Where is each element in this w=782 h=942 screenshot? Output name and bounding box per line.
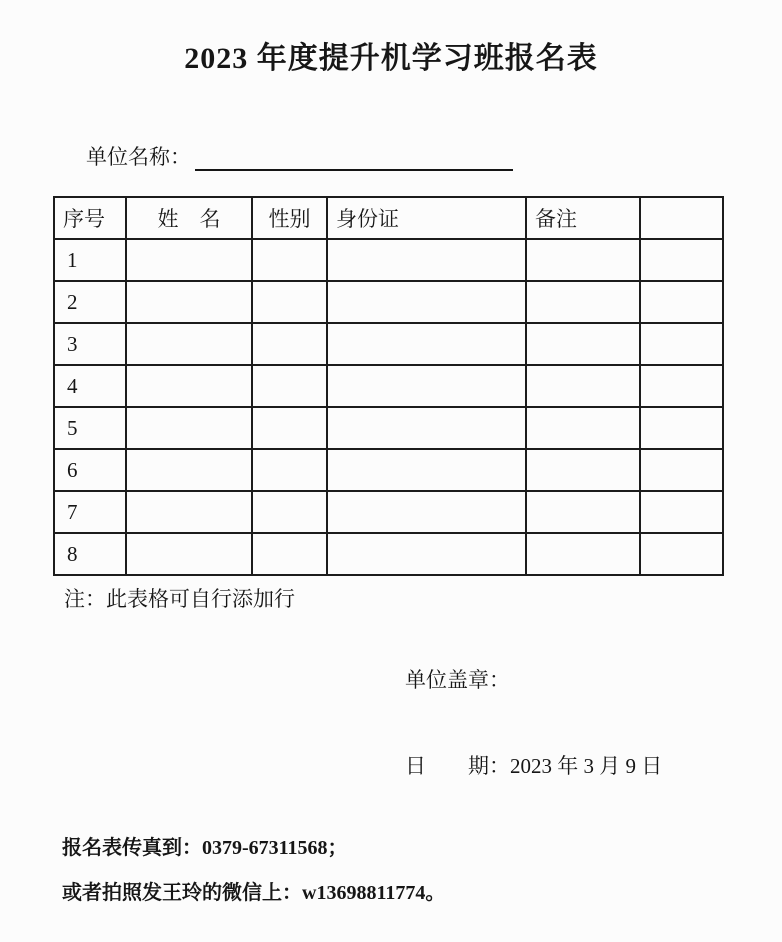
row-number-cell: 6 xyxy=(54,449,126,491)
empty-cell xyxy=(526,365,640,407)
empty-cell xyxy=(126,365,252,407)
col-header-index: 序号 xyxy=(54,197,126,239)
unit-stamp-label: 单位盖章： xyxy=(405,668,510,692)
empty-cell xyxy=(526,533,640,575)
empty-cell xyxy=(640,323,723,365)
table-note: 注：此表格可自行添加行 xyxy=(64,587,295,611)
empty-cell xyxy=(526,323,640,365)
empty-cell xyxy=(252,365,327,407)
empty-cell xyxy=(640,533,723,575)
empty-cell xyxy=(526,491,640,533)
row-number-cell: 1 xyxy=(54,239,126,281)
empty-cell xyxy=(126,491,252,533)
row-number-cell: 5 xyxy=(54,407,126,449)
empty-cell xyxy=(327,407,526,449)
row-number-cell: 4 xyxy=(54,365,126,407)
table-row xyxy=(54,239,723,281)
table-row xyxy=(54,323,723,365)
table-header-row xyxy=(54,197,723,239)
col-header-id-card: 身份证 xyxy=(327,197,526,239)
table-row xyxy=(54,407,723,449)
row-number-cell: 7 xyxy=(54,491,126,533)
empty-cell xyxy=(126,239,252,281)
empty-cell xyxy=(327,323,526,365)
row-number-cell: 3 xyxy=(54,323,126,365)
empty-cell xyxy=(126,323,252,365)
empty-cell xyxy=(526,239,640,281)
empty-cell xyxy=(526,407,640,449)
empty-cell xyxy=(327,533,526,575)
empty-cell xyxy=(640,365,723,407)
empty-cell xyxy=(252,239,327,281)
empty-cell xyxy=(126,281,252,323)
empty-cell xyxy=(640,239,723,281)
empty-cell xyxy=(252,281,327,323)
unit-name-row xyxy=(65,116,513,196)
empty-cell xyxy=(252,407,327,449)
empty-cell xyxy=(327,365,526,407)
table-row xyxy=(54,365,723,407)
unit-name-blank-underline xyxy=(195,146,513,171)
col-header-remark: 备注 xyxy=(526,197,640,239)
empty-cell xyxy=(327,491,526,533)
unit-name-label: 单位名称： xyxy=(86,145,191,169)
empty-cell xyxy=(252,491,327,533)
empty-cell xyxy=(252,533,327,575)
empty-cell xyxy=(640,281,723,323)
page-title: 2023 年度提升机学习班报名表 xyxy=(184,42,598,75)
empty-cell xyxy=(327,281,526,323)
empty-cell xyxy=(126,407,252,449)
fax-instruction: 报名表传真到：0379-67311568； xyxy=(62,837,348,859)
col-header-gender: 性别 xyxy=(252,197,327,239)
empty-cell xyxy=(640,491,723,533)
wechat-instruction: 或者拍照发王玲的微信上：w13698811774。 xyxy=(62,882,446,904)
table-row xyxy=(54,449,723,491)
col-header-blank xyxy=(640,197,723,239)
table-row xyxy=(54,281,723,323)
empty-cell xyxy=(252,449,327,491)
col-header-name: 姓 名 xyxy=(126,197,252,239)
row-number-cell: 8 xyxy=(54,533,126,575)
empty-cell xyxy=(526,449,640,491)
signup-table xyxy=(53,196,724,576)
empty-cell xyxy=(327,239,526,281)
empty-cell xyxy=(126,533,252,575)
empty-cell xyxy=(126,449,252,491)
empty-cell xyxy=(640,407,723,449)
empty-cell xyxy=(327,449,526,491)
table-row xyxy=(54,533,723,575)
empty-cell xyxy=(252,323,327,365)
table-row xyxy=(54,491,723,533)
date-line: 日 期：2023 年 3 月 9 日 xyxy=(405,754,663,778)
empty-cell xyxy=(526,281,640,323)
empty-cell xyxy=(640,449,723,491)
row-number-cell: 2 xyxy=(54,281,126,323)
